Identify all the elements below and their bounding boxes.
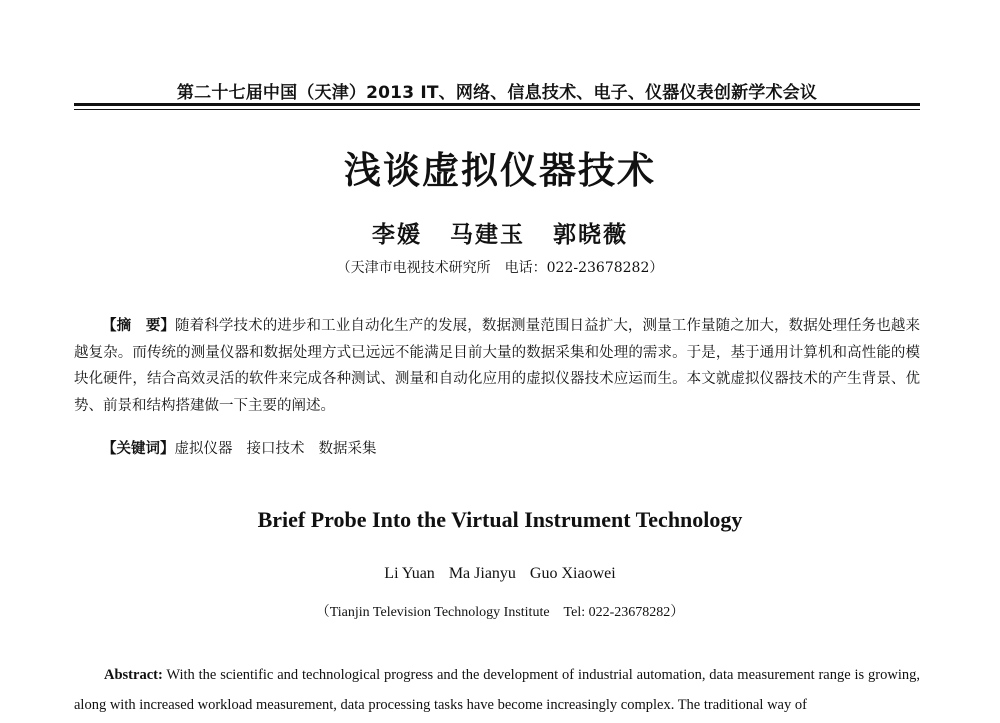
english-abstract-text: With the scientific and technological progress and the development of industrial automation, data measurement range is growing, along with increased workload measurement, data processing tasks have become increasingly complex. The traditional way of: [74, 667, 920, 713]
english-title: Brief Probe Into the Virtual Instrument Technology: [257, 507, 743, 532]
english-authors: [0, 565, 1000, 583]
conference-header: 第二十七届中国（天津）2013 IT、网络、信息技术、电子、仪器仪表创新学术会议: [176, 83, 818, 103]
chinese-keywords: [102, 437, 920, 458]
english-author: Guo Xiaowei: [529, 565, 616, 582]
header-rule-thick: [74, 103, 920, 106]
header-rule-thin: [74, 109, 920, 110]
chinese-abstract-text: 随着科学技术的进步和工业自动化生产的发展，数据测量范围日益扩大，测量工作量随之加大，数据处理任务也越来越复杂。而传统的测量仪器和数据处理方式已远远不能满足目前大量的数据采集和处理的需求。于是，基于通用计算机和高性能的模块化硬件，结合高效灵活的软件来完成各种测试、测量和自动化应用的虚拟仪器技术应运而生。本文就虚拟仪器技术的产生背景、优势、前景和结构搭建做一下主要的阐述。: [74, 318, 920, 414]
english-affiliation: （Tianjin Television Technology Institute Tel: 022-23678282）: [315, 605, 685, 620]
keyword: 接口技术: [246, 441, 305, 457]
chinese-author: 郭晓薇: [553, 221, 629, 248]
chinese-abstract: [74, 313, 920, 419]
english-author: Li Yuan: [384, 565, 435, 582]
chinese-abstract-label: 【摘 要】: [102, 318, 176, 334]
chinese-keywords-label: 【关键词】: [102, 441, 175, 457]
chinese-authors: [0, 216, 1000, 249]
keyword: 数据采集: [318, 441, 377, 457]
keyword: 虚拟仪器: [174, 441, 233, 457]
chinese-author: 李媛: [371, 221, 422, 248]
chinese-author: 马建玉: [450, 221, 525, 248]
english-abstract-label: Abstract:: [104, 667, 163, 683]
english-abstract: [74, 660, 920, 720]
chinese-title: 浅谈虚拟仪器技术: [344, 149, 656, 192]
chinese-affiliation: （天津市电视技术研究所 电话：022-23678282）: [336, 260, 664, 276]
english-author: Ma Jianyu: [448, 565, 516, 582]
